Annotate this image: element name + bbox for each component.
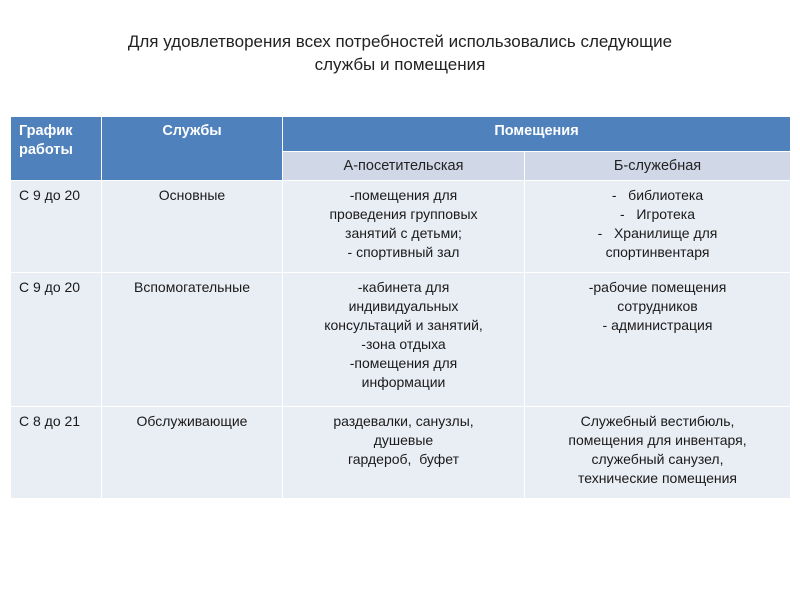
premises-a-cell [283,273,525,407]
premises-a-line: проведения групповых [329,206,478,222]
premises-a-line: - спортивный зал [347,244,460,260]
premises-b-line: -рабочие помещения [588,279,727,295]
premises-a-line: информации [361,374,446,390]
premises-b-line: - Хранилище для [597,225,718,241]
premises-a-line: душевые [373,432,434,448]
schedule-cell: С 9 до 20 [11,273,102,407]
page-title-line-2: службы и помещения [314,55,486,74]
page-title-line-1: Для удовлетворения всех потребностей использовались следующие [127,32,673,51]
premises-b-cell [525,407,791,499]
service-cell: Вспомогательные [102,273,283,407]
premises-a-cell [283,181,525,273]
header-schedule: График работы [11,117,102,181]
premises-b-line: - Игротека [619,206,696,222]
table-row [11,273,791,407]
schedule-cell: С 9 до 20 [11,181,102,273]
premises-a-line: -помещения для [349,187,458,203]
premises-b-line: сотрудников [617,298,698,314]
premises-b-cell [525,181,791,273]
page-title [0,30,800,76]
premises-a-line: -кабинета для [357,279,450,295]
premises-a-line: занятий с детьми; [345,225,462,241]
service-cell: Обслуживающие [102,407,283,499]
header-premises-b: Б-служебная [525,152,791,181]
premises-a-cell [283,407,525,499]
header-premises: Помещения [283,117,791,152]
premises-a-line: консультаций и занятий, [324,317,483,333]
premises-a-line: раздевалки, санузлы, [333,413,474,429]
table-row [11,181,791,273]
premises-a-line: индивидуальных [348,298,459,314]
header-services: Службы [102,117,283,181]
premises-b-line: служебный санузел, [591,451,724,467]
schedule-cell: С 8 до 21 [11,407,102,499]
premises-b-line: спортинвентаря [605,244,710,260]
premises-b-line: - администрация [602,317,713,333]
premises-b-line: - библиотека [611,187,704,203]
premises-b-cell [525,273,791,407]
table-row [11,407,791,499]
service-cell: Основные [102,181,283,273]
premises-a-line: гардероб, буфет [347,451,460,467]
premises-b-line: Служебный вестибюль, [580,413,735,429]
premises-b-line: технические помещения [577,470,738,486]
premises-a-line: -зона отдыха [361,336,446,352]
header-premises-a: А-посетительская [283,152,525,181]
services-table [10,116,791,499]
premises-b-line: помещения для инвентаря, [568,432,747,448]
premises-a-line: -помещения для [349,355,458,371]
